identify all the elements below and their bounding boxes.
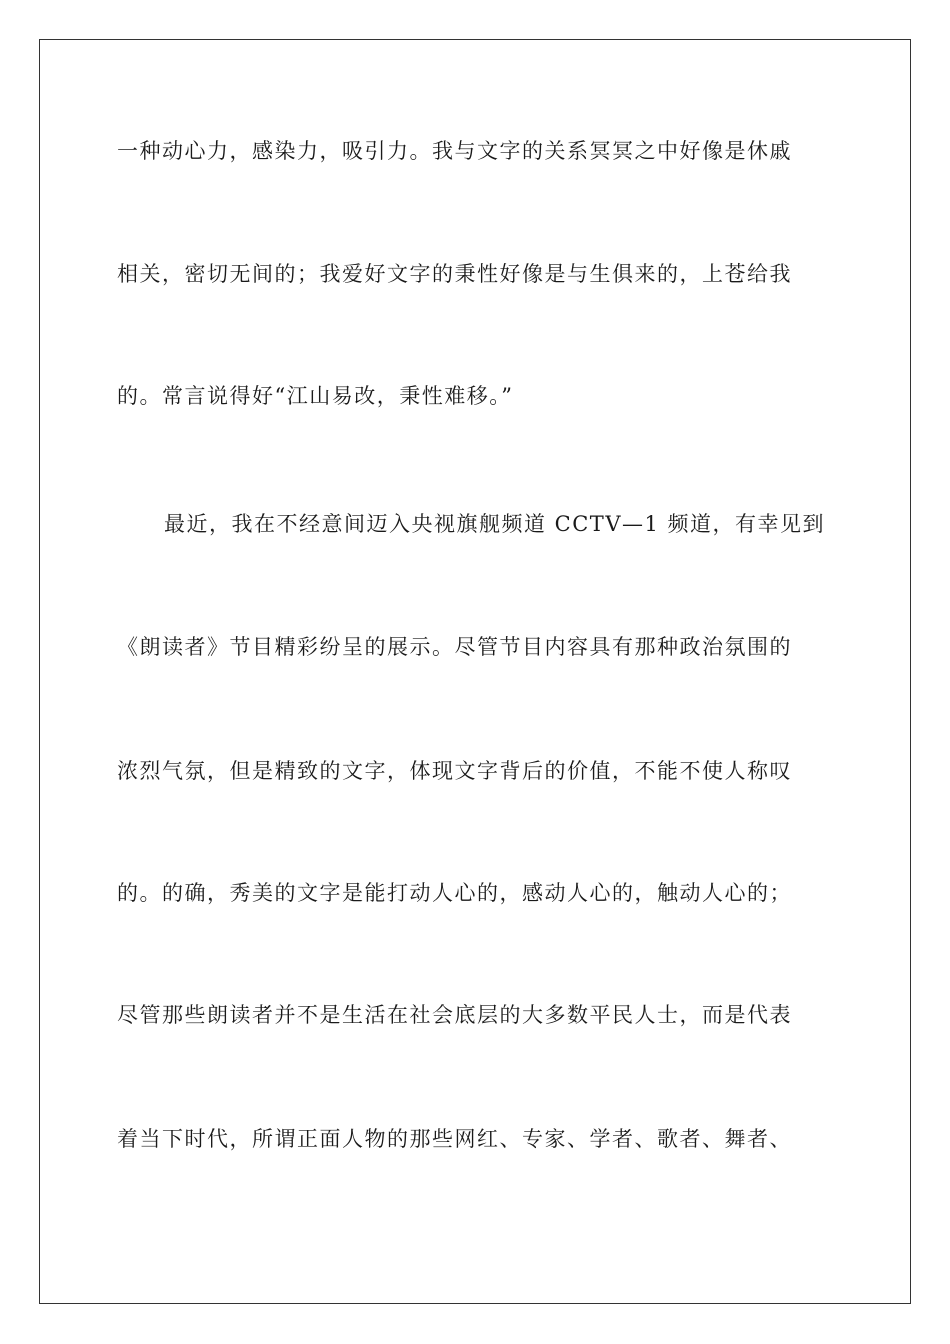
text-line: 相关，密切无间的；我爱好文字的秉性好像是与生俱来的，上苍给我 — [117, 262, 792, 286]
page-border — [39, 39, 911, 1304]
text-line: 着当下时代，所谓正面人物的那些网红、专家、学者、歌者、舞者、 — [117, 1127, 792, 1151]
text-line: 一种动心力，感染力，吸引力。我与文字的关系冥冥之中好像是休戚 — [117, 139, 792, 163]
text-line: 的。的确，秀美的文字是能打动人心的，感动人心的，触动人心的； — [117, 881, 792, 905]
text-line: 浓烈气氛，但是精致的文字，体现文字背后的价值，不能不使人称叹 — [117, 759, 792, 783]
text-line-indented: 最近，我在不经意间迈入央视旗舰频道 CCTV—1 频道，有幸见到 — [164, 512, 826, 536]
text-line: 的。常言说得好“江山易改，秉性难移。” — [117, 384, 514, 408]
text-line: 《朗读者》节目精彩纷呈的展示。尽管节目内容具有那种政治氛围的 — [117, 635, 792, 659]
text-line: 尽管那些朗读者并不是生活在社会底层的大多数平民人士，而是代表 — [117, 1003, 792, 1027]
